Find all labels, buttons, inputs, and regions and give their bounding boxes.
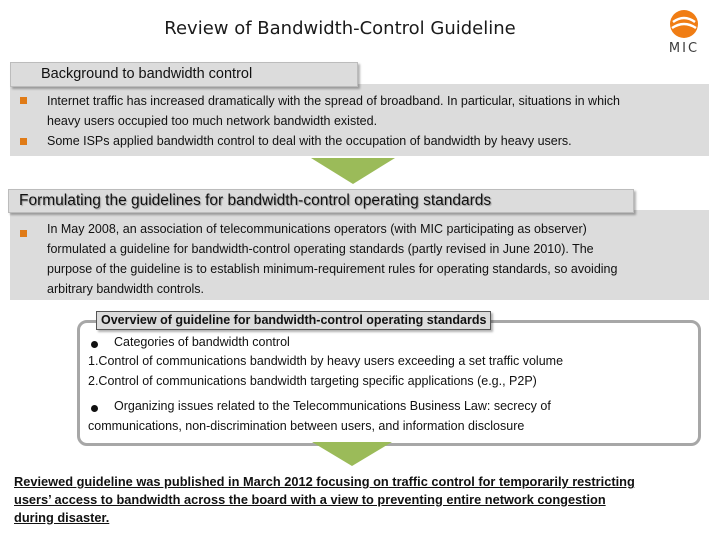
section1-heading-text: Background to bandwidth control <box>41 66 253 82</box>
guideline-line: purpose of the guideline is to establish minimum-requirement rules for operating standards, so avoiding <box>47 262 618 276</box>
conclusion-line: users’ access to bandwidth across the board with a view to preventing entire network congestion <box>14 492 606 507</box>
sun-icon <box>660 8 708 42</box>
bullet-icon <box>20 230 27 237</box>
conclusion-line: Reviewed guideline was published in March 2012 focusing on traffic control for temporarily restricting <box>14 474 635 489</box>
section2-heading-text: Formulating the guidelines for bandwidth-control operating standards <box>19 192 492 209</box>
mic-logo <box>660 8 708 63</box>
bullet-icon <box>20 97 27 104</box>
page-title: Review of Bandwidth-Control Guideline <box>164 18 516 39</box>
overview-item: Categories of bandwidth control <box>114 335 290 349</box>
overview-item: Organizing issues related to the Telecommunications Business Law: secrecy of <box>114 399 551 413</box>
bullet-text: Internet traffic has increased dramatically with the spread of broadband. In particular, situations in which <box>47 94 620 108</box>
overview-title: Overview of guideline for bandwidth-control operating standards <box>96 311 491 330</box>
guideline-line: In May 2008, an association of telecommunications operators (with MIC participating as observer) <box>47 222 587 236</box>
section1-heading <box>10 62 358 87</box>
bullet-dot-icon <box>91 341 98 348</box>
logo-text: MIC <box>668 41 700 56</box>
down-arrow-icon <box>311 158 395 186</box>
guideline-line: formulated a guideline for bandwidth-control operating standards (partly revised in June 2010). The <box>47 242 594 256</box>
conclusion-line: during disaster. <box>14 510 110 525</box>
bullet-text: heavy users occupied too much network bandwidth existed. <box>47 114 378 128</box>
down-arrow-icon <box>312 442 392 468</box>
section2-heading <box>8 189 634 213</box>
guideline-line: arbitrary bandwidth controls. <box>47 282 205 296</box>
bullet-icon <box>20 138 27 145</box>
overview-subitem: 2.Control of communications bandwidth targeting specific applications (e.g., P2P) <box>88 374 537 388</box>
overview-subitem: 1.Control of communications bandwidth by heavy users exceeding a set traffic volume <box>88 354 564 368</box>
bullet-dot-icon <box>91 405 98 412</box>
bullet-text: Some ISPs applied bandwidth control to deal with the occupation of bandwidth by heavy users. <box>47 134 572 148</box>
overview-item-continued: communications, non-discrimination between users, and information disclosure <box>88 419 525 433</box>
